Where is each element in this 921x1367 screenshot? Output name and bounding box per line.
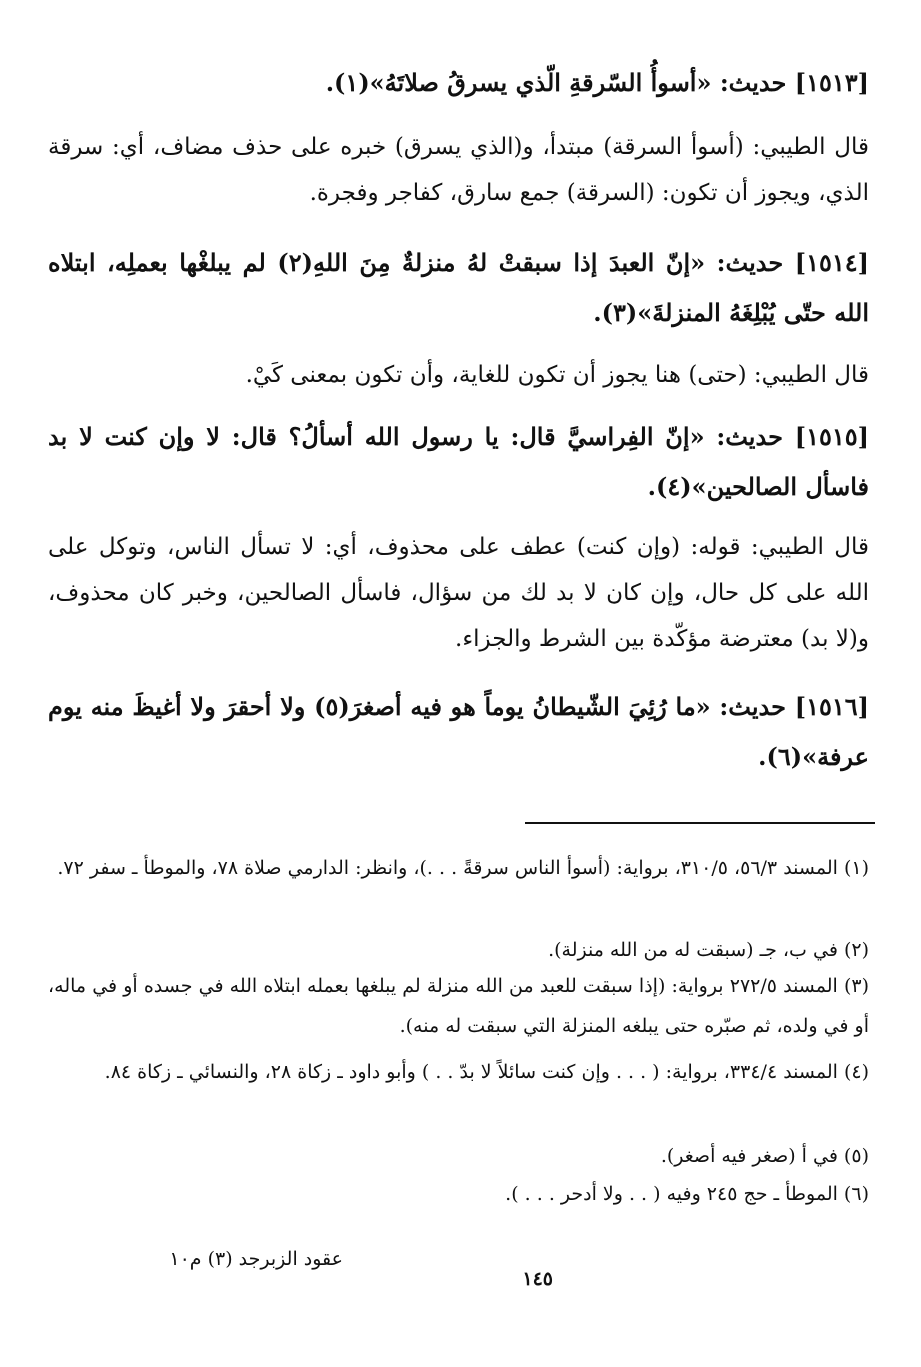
footnote-4: (٤) المسند ٣٣٤/٤، برواية: ( . . . وإن كنت سائلاً لا بدّ . . ) وأبو داود ـ زكاة ٢٨، والنسائي ـ زكاة ٨٤.	[104, 1061, 869, 1083]
page-number: ١٤٥	[522, 1268, 553, 1290]
hadith-1515: [١٥١٥] حديث: «إنّ الفِراسيَّ قال: يا رسول الله أسألُ؟ قال: لا وإن كنت لا بد فاسأل الصالحين»(٤).	[48, 422, 869, 501]
hadith-1514: [١٥١٤] حديث: «إنّ العبدَ إذا سبقتْ لهُ منزلةٌ مِنَ اللهِ(٢) لم يبلغْها بعملِه، ابتلاه الله حتّى يُبْلِغَهُ المنزلةَ»(٣).	[48, 248, 869, 327]
footnote-2: (٢) في ب، جـ (سبقت له من الله منزلة).	[548, 939, 869, 961]
footnote-1: (١) المسند ٥٦/٣، ٣١٠/٥، برواية: (أسوأ الناس سرقةً . . .)، وانظر: الدارمي صلاة ٧٨، والموطأ ـ سفر ٧٢.	[57, 857, 869, 879]
commentary-1515: قال الطيبي: قوله: (وإن كنت) عطف على محذوف، أي: لا تسأل الناس، وتوكل على الله على كل حال، وإن كان لا بد لك من سؤال، فاسأل الصالحين، وخبر كان محذوف، و(لا بد) معترضة مؤكّدة بين الشرط والجزاء.	[48, 534, 869, 652]
book-title-signature: عقود الزبرجد (٣) م١٠	[169, 1248, 343, 1270]
commentary-1513: قال الطيبي: (أسوأ السرقة) مبتدأ، و(الذي يسرق) خبره على حذف مضاف، أي: سرقة الذي، ويجوز أن تكون: (السرقة) جمع سارق، كفاجر وفجرة.	[48, 134, 869, 206]
footnote-6: (٦) الموطأ ـ حج ٢٤٥ وفيه ( . . ولا أدحر . . . ).	[505, 1183, 869, 1205]
hadith-1513: [١٥١٣] حديث: «أسوأُ السّرقةِ الّذي يسرقُ صلاتَهُ»(١).	[325, 68, 869, 97]
footnote-3: (٣) المسند ٢٧٢/٥ برواية: (إذا سبقت للعبد من الله منزلة لم يبلغها بعمله ابتلاه الله في جسده أو في ماله، أو في ولده، ثم صبّره حتى يبلغه المنزلة التي سبقت له منه).	[48, 975, 869, 1037]
hadith-1516: [١٥١٦] حديث: «ما رُئِيَ الشّيطانُ يوماً هو فيه أصغرَ(٥) ولا أحقرَ ولا أغيظَ منه يوم عرفة»(٦).	[48, 692, 870, 771]
footnote-separator	[525, 822, 875, 824]
footnote-5: (٥) في أ (صغر فيه أصغر).	[660, 1145, 869, 1167]
commentary-1514: قال الطيبي: (حتى) هنا يجوز أن تكون للغاية، وأن تكون بمعنى كَيْ.	[245, 362, 869, 388]
